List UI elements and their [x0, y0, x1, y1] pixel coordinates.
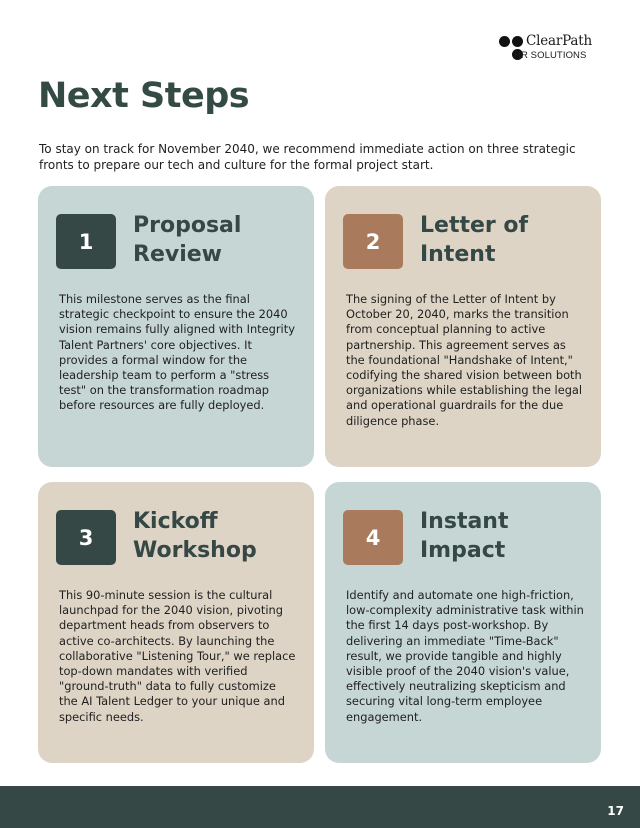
step-card-proposal-review [38, 186, 314, 467]
step-description: This 90-minute session is the cultural launchpad for the 2040 vision, pivoting department heads from observers to active co-architects. By launching the collaborative "Listening Tour," we replace top-down mandates with verified "ground-truth" data to fully customize the AI Talent Ledger to your unique and specific needs. [59, 588, 296, 724]
step-description: This milestone serves as the final strategic checkpoint to ensure the 2040 vision remains fully aligned with Integrity Talent Partners' core objectives. It provides a formal window for the leadership team to perform a "stress test" on the transformation roadmap before resources are fully deployed. [59, 292, 295, 413]
step-card-kickoff-workshop [38, 482, 314, 763]
step-title: Proposal Review [133, 213, 242, 267]
step-number-badge: 1 [56, 214, 116, 269]
step-description: Identify and automate one high-friction, low-complexity administrative task within the first 14 days post-workshop. By delivering an immediate "Time-Back" result, we provide tangible and highly visible proof of the 2040 vision's value, effectively neutralizing skepticism and securing vital long-term employee engagement. [346, 588, 584, 724]
step-title: Letter of Intent [420, 213, 529, 267]
page-footer [0, 786, 640, 828]
step-card-instant-impact [325, 482, 601, 763]
logo-tagline: HR SOLUTIONS [514, 50, 587, 61]
step-number-badge: 2 [343, 214, 403, 269]
page-number: 17 [607, 804, 624, 818]
step-description: The signing of the Letter of Intent by October 20, 2040, marks the transition from conceptual planning to active partnership. This agreement serves as the foundational "Handshake of Intent," codifying the shared vision between both organizations while establishing the legal and operational guardrails for the due diligence phase. [346, 292, 583, 428]
step-title: Kickoff Workshop [133, 509, 257, 563]
page-title: Next Steps [38, 76, 250, 116]
step-card-letter-of-intent [325, 186, 601, 467]
step-title: Instant Impact [420, 509, 509, 563]
step-number-badge: 4 [343, 510, 403, 565]
clearpath-logo [499, 34, 619, 66]
intro-paragraph: To stay on track for November 2040, we recommend immediate action on three strategic fronts to prepare our tech and culture for the formal project start. [39, 142, 576, 172]
step-number-badge: 3 [56, 510, 116, 565]
logo-brand-name: ClearPath [526, 33, 592, 49]
